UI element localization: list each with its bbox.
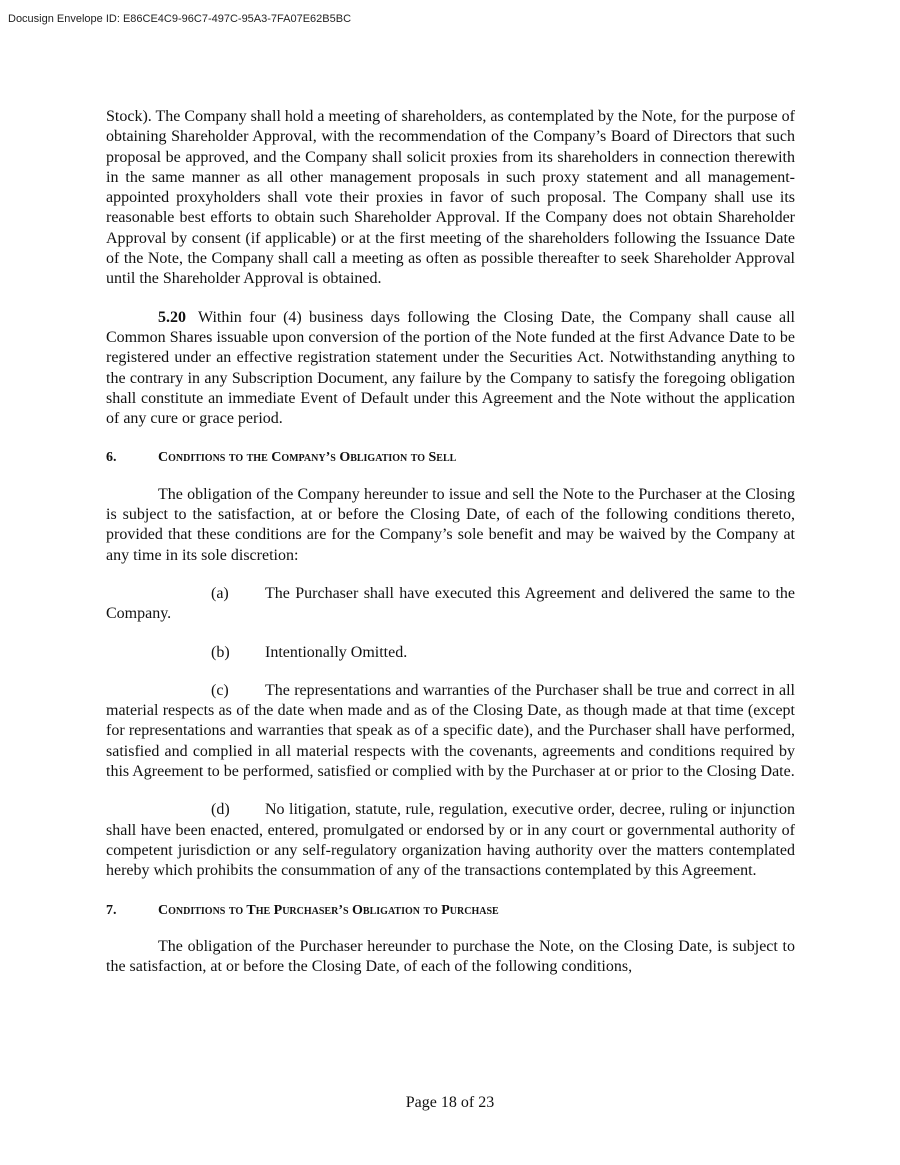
item-label: (b) xyxy=(211,643,230,661)
section-7-heading xyxy=(106,901,795,921)
envelope-id: Docusign Envelope ID: E86CE4C9-96C7-497C-95A3-7FA07E62B5BC xyxy=(8,13,352,25)
section-6-intro: The obligation of the Company hereunder to issue and sell the Note to the Purchaser at the Closing is subject to the satisfaction, at or before the Closing Date, of each of the following conditions thereto, provided that these conditions are for the Company’s sole benefit and may be waived by the Company at any time in its sole discretion: xyxy=(106,485,795,564)
section-6-item-d xyxy=(106,800,795,881)
section-5-20-text: Within four (4) business days following the Closing Date, the Company shall cause all Common Shares issuable upon conversion of the portion of the Note funded at the first Advance Date to be registered under an effective registration statement under the Securities Act. Notwithstanding anything to the contrary in any Subscription Document, any failure by the Company to satisfy the foregoing obligation shall constitute an immediate Event of Default under this Agreement and the Note without the application of any cure or grace period. xyxy=(106,308,795,428)
section-7-title: Conditions to The Purchaser’s Obligation to Purchase xyxy=(158,902,499,918)
item-text: No litigation, statute, rule, regulation, executive order, decree, ruling or injunction shall have been enacted, entered, promulgated or endorsed by or in any court or governmental authority of competent jurisdiction or any self-regulatory organization having authority over the matters contemplated hereby which prohibits the consummation of any of the transactions contemplated by this Agreement. xyxy=(106,801,795,880)
item-text: The Purchaser shall have executed this Agreement and delivered the same to the Company. xyxy=(106,584,795,623)
item-label: (c) xyxy=(211,681,229,699)
section-6-item-a xyxy=(106,584,795,625)
section-6-item-c xyxy=(106,681,795,782)
continuation-paragraph: Stock). The Company shall hold a meeting of shareholders, as contemplated by the Note, for the purpose of obtaining Shareholder Approval, with the recommendation of the Company’s Board of Directors that such proposal be approved, and the Company shall solicit proxies from its shareholders in connection therewith in the same manner as all other management proposals in such proxy statement and all management-appointed proxyholders shall vote their proxies in favor of such proposal. The Company shall use its reasonable best efforts to obtain such Shareholder Approval. If the Company does not obtain Shareholder Approval by consent (if applicable) or at the first meeting of the shareholders following the Issuance Date of the Note, the Company shall call a meeting as often as possible thereafter to seek Shareholder Approval until the Shareholder Approval is obtained. xyxy=(106,108,795,288)
item-text: The representations and warranties of the Purchaser shall be true and correct in all material respects as of the date when made and as of the Closing Date, as though made at that time (except for representations and warranties that speak as of a specific date), and the Purchaser shall have performed, satisfied and complied in all material respects with the covenants, agreements and conditions required by this Agreement to be performed, satisfied or complied with by the Purchaser at or prior to the Closing Date. xyxy=(106,681,795,781)
item-label: (d) xyxy=(211,801,230,819)
item-text: Intentionally Omitted. xyxy=(265,643,408,661)
document-body xyxy=(106,107,795,977)
item-label: (a) xyxy=(211,584,229,602)
section-6-title: Conditions to the Company’s Obligation to Sell xyxy=(158,450,457,466)
section-6-number: 6. xyxy=(106,450,117,466)
page-footer: Page 18 of 23 xyxy=(405,1094,495,1111)
section-6-item-b xyxy=(106,643,795,663)
section-5-20 xyxy=(106,308,795,430)
section-5-20-number: 5.20 xyxy=(158,308,186,326)
section-7-number: 7. xyxy=(106,902,117,918)
section-7-intro: The obligation of the Purchaser hereunder to purchase the Note, on the Closing Date, is subject to the satisfaction, at or before the Closing Date, of each of the following conditions, xyxy=(106,937,795,976)
section-6-heading xyxy=(106,448,795,468)
